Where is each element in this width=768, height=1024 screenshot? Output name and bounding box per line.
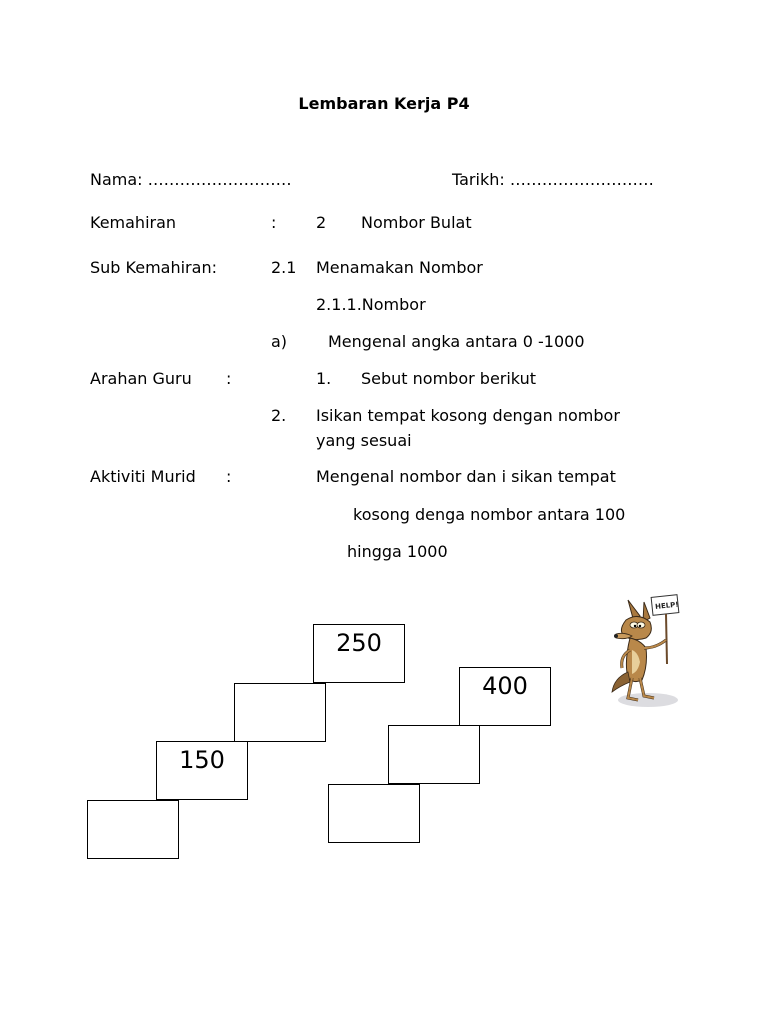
- kemahiran-number: 2: [316, 213, 327, 232]
- sub-kemahiran-point-marker: a): [271, 332, 288, 351]
- sub-kemahiran-label: Sub Kemahiran:: [90, 258, 217, 277]
- sub-kemahiran-subitem: 2.1.1.Nombor: [316, 295, 426, 314]
- kemahiran-colon: :: [271, 213, 277, 232]
- number-box-blank[interactable]: [328, 784, 420, 843]
- number-box-value: 250: [336, 629, 382, 657]
- arahan-guru-label: Arahan Guru: [90, 369, 192, 388]
- number-box-150[interactable]: [156, 741, 248, 800]
- number-box-value: 150: [179, 746, 225, 774]
- sub-kemahiran-value: Menamakan Nombor: [316, 258, 483, 277]
- kemahiran-value: Nombor Bulat: [361, 213, 472, 232]
- arahan-item-1-text: Sebut nombor berikut: [361, 369, 536, 388]
- aktiviti-murid-colon: :: [226, 467, 232, 486]
- aktiviti-murid-line2: kosong denga nombor antara 100: [353, 505, 626, 524]
- arahan-guru-colon: :: [226, 369, 232, 388]
- aktiviti-murid-line1: Mengenal nombor dan i sikan tempat: [316, 467, 616, 486]
- kemahiran-label: Kemahiran: [90, 213, 177, 232]
- aktiviti-murid-line3: hingga 1000: [347, 542, 448, 561]
- sub-kemahiran-point-text: Mengenal angka antara 0 -1000: [328, 332, 585, 351]
- number-box-blank[interactable]: [388, 725, 480, 784]
- arahan-item-2-line1: Isikan tempat kosong dengan nombor: [316, 406, 620, 425]
- number-box-blank[interactable]: [234, 683, 326, 742]
- number-box-400[interactable]: [459, 667, 551, 726]
- arahan-item-2-marker: 2.: [271, 406, 287, 425]
- svg-text:HELP!: HELP!: [654, 600, 679, 612]
- number-box-250[interactable]: [313, 624, 405, 683]
- number-box-blank[interactable]: [87, 800, 179, 859]
- coyote-mascot-image: [610, 592, 682, 714]
- tarikh-field: Tarikh: ………………………: [452, 170, 654, 189]
- sub-kemahiran-number: 2.1: [271, 258, 297, 277]
- nama-field: Nama: ………………………: [90, 170, 292, 189]
- worksheet-title: Lembaran Kerja P4: [298, 94, 470, 113]
- aktiviti-murid-label: Aktiviti Murid: [90, 467, 196, 486]
- number-box-value: 400: [482, 672, 528, 700]
- arahan-item-2-line2: yang sesuai: [316, 431, 412, 450]
- arahan-item-1-marker: 1.: [316, 369, 332, 388]
